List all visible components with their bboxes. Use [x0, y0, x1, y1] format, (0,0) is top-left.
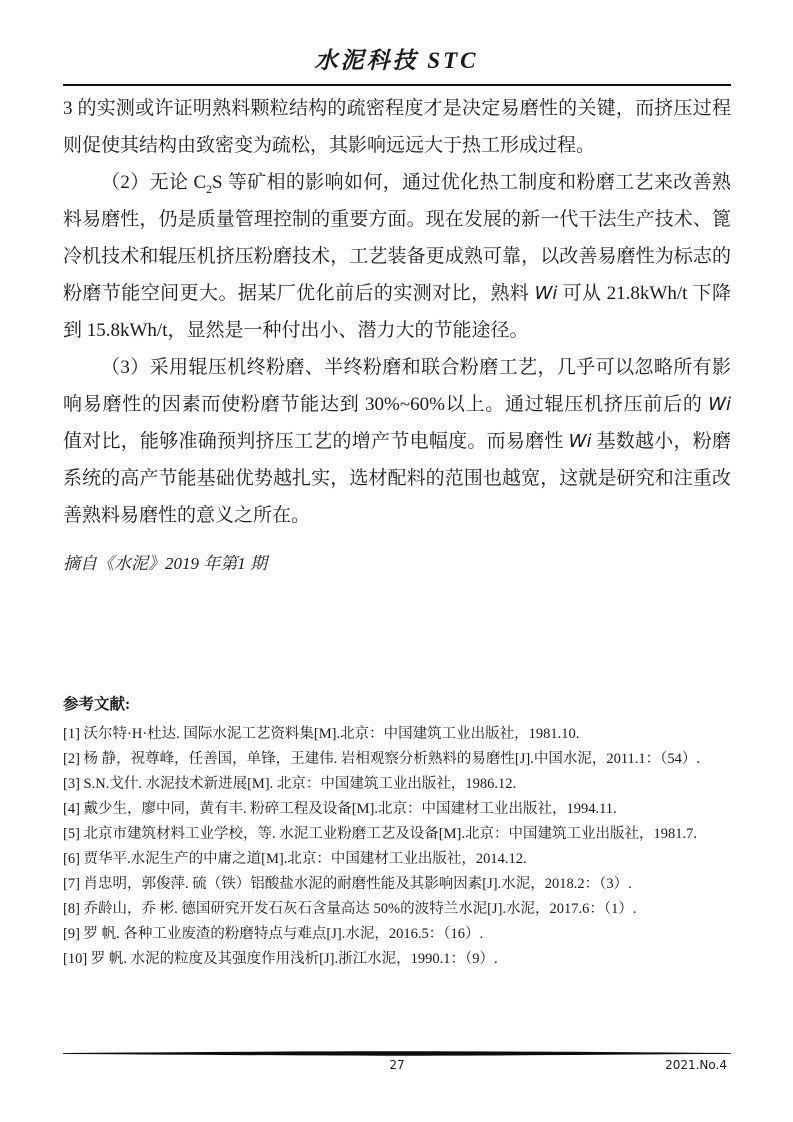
reference-item: [6] 贾华平.水泥生产的中庸之道[M].北京：中国建材工业出版社，2014.12.	[63, 851, 527, 867]
page-footer	[63, 1050, 731, 1076]
italic-term: Wi	[708, 394, 731, 415]
paragraph-continuation	[63, 90, 731, 164]
text-run: S 等矿相的影响如何，通过优化热工制度和粉磨工艺来改善熟料易磨性，仍是质量管理控制的重要方面。现在发展的新一代干法生产技术、篦冷机技术和辊压机挤压粉磨技术，工艺装备更成熟可靠，以改善易磨性为标志的粉磨节能空间更大。据某厂优化前后的实测对比，熟料	[63, 172, 731, 304]
paragraph-point-2	[63, 164, 731, 349]
page-number: 27	[389, 1058, 405, 1072]
subscript-digit: 2	[206, 182, 213, 196]
reference-item: [4] 戴少生，廖中同，黄有丰. 粉碎工程及设备[M].北京：中国建材工业出版社，1994.11.	[63, 801, 617, 817]
references-list	[63, 722, 731, 972]
header-rule	[63, 84, 731, 86]
issue-label: 2021.No.4	[665, 1058, 727, 1072]
italic-term: Wi	[568, 431, 592, 452]
text-run: （2）无论 C	[101, 172, 207, 193]
text-run: 3 的实测或许证明熟料颗粒结构的疏密程度才是决定易磨性的关键，而挤压过程则促使其结构由致密变为疏松，其影响远远大于热工形成过程。	[63, 98, 731, 156]
text-run: 值对比，能够准确预判挤压工艺的增产节电幅度。而易磨性	[63, 431, 569, 452]
footer-rule	[63, 1050, 731, 1057]
reference-item: [7] 肖忠明，郭俊萍. 硫（铁）铝酸盐水泥的耐磨性能及其影响因素[J].水泥，2018.2：（3）.	[63, 876, 632, 892]
italic-term: Wi	[534, 283, 558, 304]
reference-item: [9] 罗 帆. 各种工业废渣的粉磨特点与难点[J].水泥，2016.5：（16）.	[63, 926, 484, 942]
source-note: 摘自《水泥》2019 年第1 期	[63, 554, 267, 573]
reference-item: [8] 乔龄山，乔 彬. 德国研究开发石灰石含量高达 50%的波特兰水泥[J].水泥，2017.6：（1）.	[63, 901, 637, 917]
article-body	[63, 90, 731, 972]
text-run: （3）采用辊压机终粉磨、半终粉磨和联合粉磨工艺，几乎可以忽略所有影响易磨性的因素而使粉磨节能达到 30%~60%以上。通过辊压机挤压前后的	[63, 357, 731, 415]
reference-item: [3] S.N.戈什. 水泥技术新进展[M]. 北京：中国建筑工业出版社，1986.12.	[63, 776, 517, 792]
references-section	[63, 694, 731, 972]
references-heading: 参考文献:	[63, 696, 131, 713]
reference-item: [10] 罗 帆. 水泥的粒度及其强度作用浅析[J].浙江水泥，1990.1：（9）.	[63, 951, 498, 967]
paragraph-point-3	[63, 349, 731, 534]
reference-item: [1] 沃尔特·H·杜达. 国际水泥工艺资料集[M].北京：中国建筑工业出版社，1981.10.	[63, 726, 580, 742]
footer-row	[63, 1058, 731, 1076]
text-run: 基数越小，粉磨系统的高产节能基础优势越扎实，选材配料的范围也越宽，这就是研究和注重改善熟料易磨性的意义之所在。	[63, 431, 731, 526]
journal-title: 水泥科技 STC	[314, 48, 479, 73]
reference-item: [2] 杨 静，祝尊峰，任善国，单锋，王建伟. 岩相观察分析熟料的易磨性[J].中国水泥，2011.1：（54）.	[63, 751, 701, 767]
reference-item: [5] 北京市建筑材料工业学校，等. 水泥工业粉磨工艺及设备[M].北京：中国建筑工业出版社，1981.7.	[63, 826, 697, 842]
text-run: 可从 21.8kWh/t 下降到 15.8kWh/t，显然是一种付出小、潜力大的节能途径。	[63, 283, 731, 341]
